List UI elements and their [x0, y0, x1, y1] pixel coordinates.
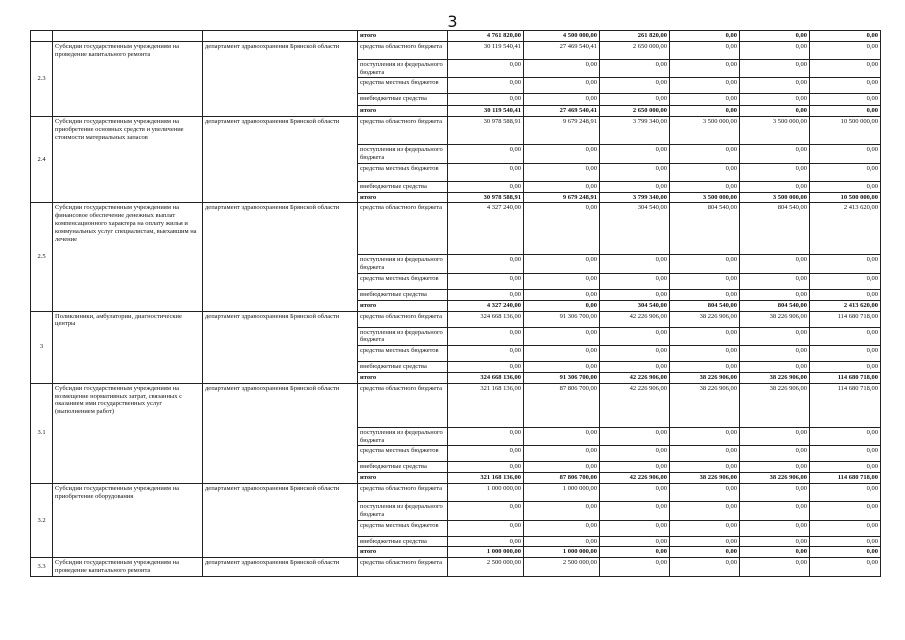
- value-cell: 0,00: [810, 446, 881, 462]
- value-cell: 30 978 588,91: [448, 117, 524, 145]
- value-cell: 91 306 700,00: [524, 311, 600, 327]
- value-cell: 0,00: [524, 520, 600, 536]
- value-cell: 0,00: [600, 462, 670, 473]
- value-cell: 4 327 240,00: [448, 203, 524, 255]
- value-cell: 0,00: [670, 273, 740, 289]
- source-cell: средства областного бюджета: [358, 117, 448, 145]
- source-cell: поступления из федерального бюджета: [358, 501, 448, 520]
- value-cell: 0,00: [600, 289, 670, 300]
- value-cell: 0,00: [524, 59, 600, 78]
- value-cell: 804 540,00: [740, 300, 810, 311]
- source-cell: средства местных бюджетов: [358, 346, 448, 362]
- source-cell: средства областного бюджета: [358, 41, 448, 59]
- source-cell: итого: [358, 473, 448, 484]
- value-cell: 1 000 000,00: [448, 483, 524, 501]
- value-cell: 0,00: [448, 94, 524, 106]
- value-cell: 0,00: [600, 145, 670, 164]
- source-cell: итого: [358, 192, 448, 203]
- value-cell: 0,00: [524, 255, 600, 274]
- value-cell: 0,00: [740, 255, 810, 274]
- value-cell: 0,00: [524, 362, 600, 373]
- value-cell: 804 540,00: [670, 203, 740, 255]
- table-row: [31, 558, 881, 577]
- value-cell: 0,00: [524, 273, 600, 289]
- value-cell: 0,00: [600, 536, 670, 547]
- value-cell: 38 226 906,00: [740, 383, 810, 427]
- value-cell: 0,00: [670, 547, 740, 558]
- source-cell: поступления из федерального бюджета: [358, 145, 448, 164]
- value-cell: 87 806 700,00: [524, 383, 600, 427]
- value-cell: 0,00: [810, 31, 881, 42]
- value-cell: 0,00: [524, 446, 600, 462]
- value-cell: 0,00: [600, 483, 670, 501]
- value-cell: 0,00: [740, 78, 810, 94]
- value-cell: 0,00: [448, 446, 524, 462]
- value-cell: 0,00: [740, 41, 810, 59]
- source-cell: средства местных бюджетов: [358, 446, 448, 462]
- value-cell: 0,00: [740, 181, 810, 192]
- value-cell: 2 650 000,00: [600, 106, 670, 117]
- value-cell: 3 799 340,00: [600, 192, 670, 203]
- value-cell: 0,00: [524, 327, 600, 346]
- value-cell: 804 540,00: [670, 300, 740, 311]
- value-cell: 0,00: [448, 289, 524, 300]
- value-cell: 0,00: [670, 145, 740, 164]
- table-row: [31, 203, 881, 255]
- value-cell: 38 226 906,00: [740, 311, 810, 327]
- value-cell: 0,00: [448, 501, 524, 520]
- value-cell: 9 679 248,91: [524, 192, 600, 203]
- value-cell: 3 799 340,00: [600, 117, 670, 145]
- source-cell: поступления из федерального бюджета: [358, 427, 448, 446]
- table-row: [31, 117, 881, 145]
- value-cell: 0,00: [670, 462, 740, 473]
- value-cell: 0,00: [670, 558, 740, 577]
- value-cell: 0,00: [670, 181, 740, 192]
- value-cell: 0,00: [670, 41, 740, 59]
- value-cell: 0,00: [810, 362, 881, 373]
- value-cell: 0,00: [524, 203, 600, 255]
- value-cell: 0,00: [670, 255, 740, 274]
- value-cell: 0,00: [810, 427, 881, 446]
- value-cell: 0,00: [810, 547, 881, 558]
- item-number: 3.1: [31, 383, 53, 483]
- value-cell: 321 168 136,00: [448, 383, 524, 427]
- value-cell: 0,00: [524, 300, 600, 311]
- item-name: Субсидии государственным учреждениям на проведение капитального ремонта: [53, 558, 203, 577]
- value-cell: 38 226 906,00: [670, 473, 740, 484]
- table-row: [31, 383, 881, 427]
- item-name: Субсидии государственным учреждениям на финансовое обеспечение денежных выплат компенсационного характера на оплату жилья и коммунальных услуг специалистам, выехавшим на лечение: [53, 203, 203, 311]
- value-cell: 0,00: [670, 289, 740, 300]
- source-cell: внебюджетные средства: [358, 94, 448, 106]
- value-cell: 0,00: [524, 346, 600, 362]
- value-cell: 0,00: [740, 536, 810, 547]
- value-cell: 2 500 000,00: [524, 558, 600, 577]
- value-cell: 324 668 136,00: [448, 311, 524, 327]
- executor: департамент здравоохранения Брянской области: [203, 483, 358, 557]
- value-cell: 0,00: [740, 106, 810, 117]
- value-cell: 0,00: [740, 163, 810, 181]
- source-cell: средства областного бюджета: [358, 383, 448, 427]
- value-cell: 38 226 906,00: [670, 383, 740, 427]
- value-cell: 0,00: [600, 520, 670, 536]
- value-cell: 0,00: [810, 78, 881, 94]
- value-cell: 0,00: [810, 462, 881, 473]
- source-cell: внебюджетные средства: [358, 536, 448, 547]
- source-cell: итого: [358, 300, 448, 311]
- item-number: 2.5: [31, 203, 53, 311]
- value-cell: 0,00: [740, 427, 810, 446]
- value-cell: 1 000 000,00: [524, 483, 600, 501]
- value-cell: 0,00: [740, 547, 810, 558]
- value-cell: 3 500 000,00: [670, 192, 740, 203]
- value-cell: 0,00: [670, 362, 740, 373]
- value-cell: 91 306 700,00: [524, 372, 600, 383]
- value-cell: 42 226 906,00: [600, 311, 670, 327]
- item-name: Субсидии государственным учреждениям на приобретение оборудования: [53, 483, 203, 557]
- value-cell: 4 761 820,00: [448, 31, 524, 42]
- item-name: Субсидии государственным учреждениям на проведение капитального ремонта: [53, 41, 203, 116]
- value-cell: 0,00: [740, 145, 810, 164]
- value-cell: 0,00: [810, 163, 881, 181]
- value-cell: 0,00: [740, 327, 810, 346]
- source-cell: итого: [358, 372, 448, 383]
- value-cell: 0,00: [448, 427, 524, 446]
- value-cell: 0,00: [810, 289, 881, 300]
- executor: департамент здравоохранения Брянской области: [203, 558, 358, 577]
- value-cell: 42 226 906,00: [600, 383, 670, 427]
- value-cell: 114 680 718,00: [810, 372, 881, 383]
- table-row-top-itogo: [31, 31, 881, 42]
- value-cell: 0,00: [448, 59, 524, 78]
- table-row: [31, 311, 881, 327]
- table-row: [31, 483, 881, 501]
- value-cell: 0,00: [810, 181, 881, 192]
- value-cell: 0,00: [740, 446, 810, 462]
- source-cell: средства местных бюджетов: [358, 273, 448, 289]
- source-cell: внебюджетные средства: [358, 362, 448, 373]
- value-cell: 0,00: [448, 362, 524, 373]
- value-cell: 0,00: [600, 273, 670, 289]
- value-cell: 3 500 000,00: [740, 192, 810, 203]
- item-number: 3.2: [31, 483, 53, 557]
- table-body: [31, 31, 881, 577]
- source-cell: поступления из федерального бюджета: [358, 59, 448, 78]
- value-cell: 0,00: [600, 327, 670, 346]
- value-cell: 0,00: [810, 145, 881, 164]
- value-cell: 0,00: [600, 78, 670, 94]
- value-cell: 0,00: [670, 327, 740, 346]
- value-cell: 38 226 906,00: [740, 473, 810, 484]
- value-cell: 321 168 136,00: [448, 473, 524, 484]
- value-cell: 0,00: [670, 536, 740, 547]
- value-cell: 0,00: [670, 163, 740, 181]
- budget-table: [30, 30, 881, 577]
- value-cell: 0,00: [670, 31, 740, 42]
- value-cell: 0,00: [810, 536, 881, 547]
- value-cell: 0,00: [600, 59, 670, 78]
- source-cell: итого: [358, 106, 448, 117]
- value-cell: 0,00: [524, 501, 600, 520]
- source-cell: средства областного бюджета: [358, 311, 448, 327]
- value-cell: 9 679 248,91: [524, 117, 600, 145]
- item-name: Поликлиники, амбулатории, диагностические центры: [53, 311, 203, 383]
- executor: департамент здравоохранения Брянской области: [203, 203, 358, 311]
- value-cell: 0,00: [740, 346, 810, 362]
- value-cell: 0,00: [740, 59, 810, 78]
- value-cell: 38 226 906,00: [740, 372, 810, 383]
- source-cell: внебюджетные средства: [358, 462, 448, 473]
- value-cell: 42 226 906,00: [600, 372, 670, 383]
- value-cell: 0,00: [600, 446, 670, 462]
- value-cell: 4 500 000,00: [524, 31, 600, 42]
- item-number: 3.3: [31, 558, 53, 577]
- value-cell: 0,00: [600, 558, 670, 577]
- value-cell: 0,00: [810, 59, 881, 78]
- value-cell: 0,00: [600, 427, 670, 446]
- executor: департамент здравоохранения Брянской области: [203, 117, 358, 203]
- value-cell: 0,00: [670, 59, 740, 78]
- source-cell: внебюджетные средства: [358, 289, 448, 300]
- value-cell: 0,00: [448, 520, 524, 536]
- value-cell: 0,00: [810, 327, 881, 346]
- value-cell: 304 540,00: [600, 203, 670, 255]
- source-cell: средства областного бюджета: [358, 483, 448, 501]
- value-cell: 0,00: [740, 362, 810, 373]
- value-cell: 0,00: [524, 145, 600, 164]
- value-cell: 42 226 906,00: [600, 473, 670, 484]
- value-cell: 804 540,00: [740, 203, 810, 255]
- executor: департамент здравоохранения Брянской области: [203, 383, 358, 483]
- value-cell: 3 500 000,00: [670, 117, 740, 145]
- source-cell: внебюджетные средства: [358, 181, 448, 192]
- value-cell: 261 820,00: [600, 31, 670, 42]
- item-number: 2.3: [31, 41, 53, 116]
- value-cell: 0,00: [448, 78, 524, 94]
- value-cell: 27 469 540,41: [524, 106, 600, 117]
- value-cell: 27 469 540,41: [524, 41, 600, 59]
- value-cell: 0,00: [670, 106, 740, 117]
- value-cell: 0,00: [600, 181, 670, 192]
- value-cell: 0,00: [448, 145, 524, 164]
- executor: департамент здравоохранения Брянской области: [203, 311, 358, 383]
- value-cell: 0,00: [810, 501, 881, 520]
- value-cell: 4 327 240,00: [448, 300, 524, 311]
- value-cell: 324 668 136,00: [448, 372, 524, 383]
- value-cell: 0,00: [670, 427, 740, 446]
- value-cell: 0,00: [670, 346, 740, 362]
- value-cell: 0,00: [670, 94, 740, 106]
- value-cell: 0,00: [600, 547, 670, 558]
- source-cell: средства областного бюджета: [358, 203, 448, 255]
- value-cell: 0,00: [810, 106, 881, 117]
- item-name: Субсидии государственным учреждениям на возмещение нормативных затрат, связанных с оказанием ими государственных услуг (выполнением работ): [53, 383, 203, 483]
- value-cell: 0,00: [810, 255, 881, 274]
- value-cell: 30 978 588,91: [448, 192, 524, 203]
- value-cell: 3 500 000,00: [740, 117, 810, 145]
- source-cell: средства местных бюджетов: [358, 78, 448, 94]
- value-cell: 0,00: [810, 558, 881, 577]
- value-cell: 0,00: [524, 427, 600, 446]
- source-cell: поступления из федерального бюджета: [358, 327, 448, 346]
- value-cell: 0,00: [810, 483, 881, 501]
- executor: департамент здравоохранения Брянской области: [203, 41, 358, 116]
- value-cell: 0,00: [740, 462, 810, 473]
- value-cell: 0,00: [448, 327, 524, 346]
- value-cell: 0,00: [740, 289, 810, 300]
- value-cell: 114 680 718,00: [810, 311, 881, 327]
- value-cell: 0,00: [670, 501, 740, 520]
- value-cell: 114 680 718,00: [810, 473, 881, 484]
- value-cell: 0,00: [448, 255, 524, 274]
- value-cell: 0,00: [670, 446, 740, 462]
- value-cell: 0,00: [448, 536, 524, 547]
- value-cell: 0,00: [448, 181, 524, 192]
- value-cell: 0,00: [810, 346, 881, 362]
- value-cell: 0,00: [670, 520, 740, 536]
- value-cell: 1 000 000,00: [524, 547, 600, 558]
- value-cell: 0,00: [600, 255, 670, 274]
- value-cell: 0,00: [740, 558, 810, 577]
- value-cell: 0,00: [448, 462, 524, 473]
- value-cell: 0,00: [740, 520, 810, 536]
- value-cell: 0,00: [810, 41, 881, 59]
- value-cell: 0,00: [740, 483, 810, 501]
- page-number: 3: [447, 12, 458, 31]
- value-cell: 0,00: [524, 462, 600, 473]
- value-cell: 1 000 000,00: [448, 547, 524, 558]
- value-cell: 10 500 000,00: [810, 117, 881, 145]
- value-cell: 0,00: [448, 346, 524, 362]
- value-cell: 0,00: [600, 346, 670, 362]
- item-number: 2.4: [31, 117, 53, 203]
- value-cell: 38 226 906,00: [670, 311, 740, 327]
- value-cell: 0,00: [524, 78, 600, 94]
- item-name: Субсидии государственным учреждениям на приобретение основных средств и увеличение стоимости материальных запасов: [53, 117, 203, 203]
- source-cell: средства областного бюджета: [358, 558, 448, 577]
- table-row: [31, 41, 881, 59]
- value-cell: 2 413 620,00: [810, 300, 881, 311]
- value-cell: 0,00: [448, 163, 524, 181]
- value-cell: 0,00: [600, 362, 670, 373]
- source-cell: средства местных бюджетов: [358, 163, 448, 181]
- value-cell: 2 650 000,00: [600, 41, 670, 59]
- value-cell: 38 226 906,00: [670, 372, 740, 383]
- value-cell: 0,00: [524, 163, 600, 181]
- value-cell: 0,00: [600, 163, 670, 181]
- value-cell: 0,00: [670, 483, 740, 501]
- value-cell: 0,00: [524, 181, 600, 192]
- value-cell: 304 540,00: [600, 300, 670, 311]
- value-cell: 0,00: [600, 94, 670, 106]
- value-cell: 30 119 540,41: [448, 41, 524, 59]
- value-cell: 0,00: [524, 536, 600, 547]
- value-cell: 114 680 718,00: [810, 383, 881, 427]
- item-number: 3: [31, 311, 53, 383]
- value-cell: 0,00: [810, 273, 881, 289]
- value-cell: 0,00: [810, 520, 881, 536]
- value-cell: 0,00: [740, 273, 810, 289]
- value-cell: 10 500 000,00: [810, 192, 881, 203]
- source-cell: средства местных бюджетов: [358, 520, 448, 536]
- source-cell: поступления из федерального бюджета: [358, 255, 448, 274]
- source-cell: итого: [358, 547, 448, 558]
- value-cell: 0,00: [524, 94, 600, 106]
- value-cell: 2 413 620,00: [810, 203, 881, 255]
- value-cell: 0,00: [670, 78, 740, 94]
- value-cell: 0,00: [740, 31, 810, 42]
- value-cell: 2 500 000,00: [448, 558, 524, 577]
- value-cell: 0,00: [740, 501, 810, 520]
- value-cell: 0,00: [524, 289, 600, 300]
- value-cell: 30 119 540,41: [448, 106, 524, 117]
- value-cell: 87 806 700,00: [524, 473, 600, 484]
- value-cell: 0,00: [448, 273, 524, 289]
- value-cell: 0,00: [740, 94, 810, 106]
- value-cell: 0,00: [810, 94, 881, 106]
- value-cell: 0,00: [600, 501, 670, 520]
- source-cell: итого: [358, 31, 448, 42]
